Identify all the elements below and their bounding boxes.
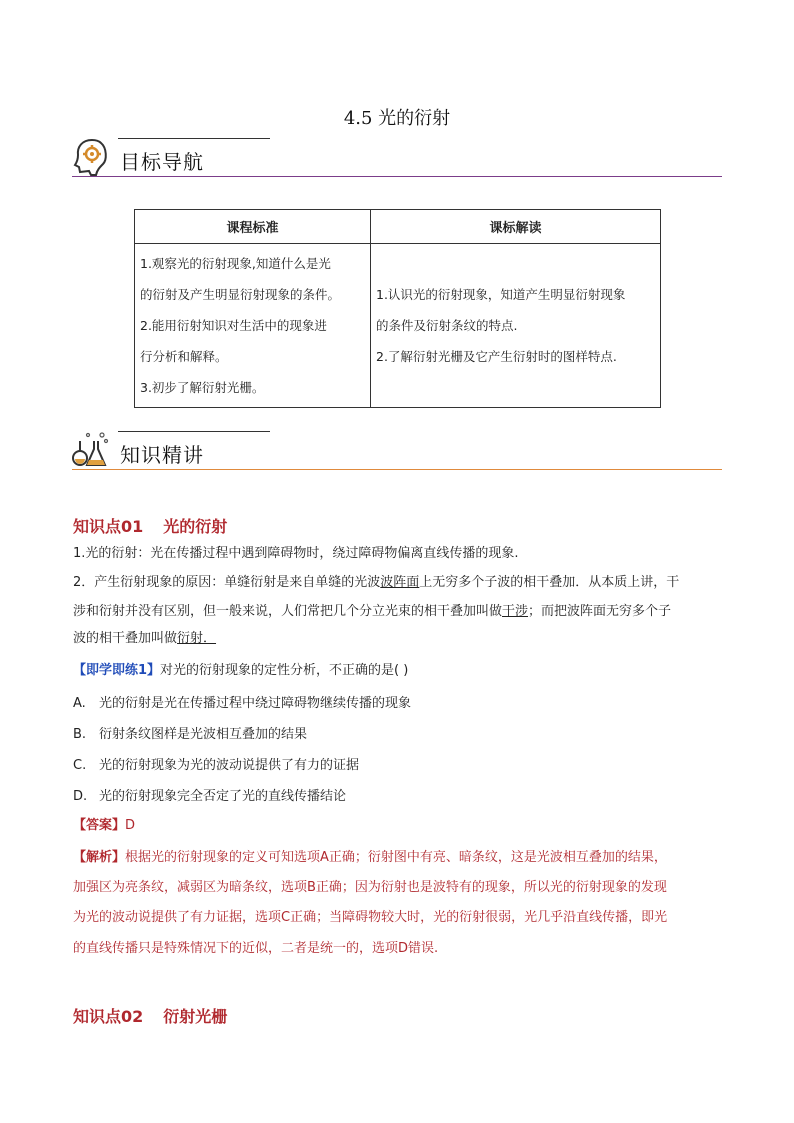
table-cell-interpretation [371, 244, 661, 408]
option-d: D. 光的衍射现象完全否定了光的直线传播结论 [73, 789, 347, 804]
analysis-line1: 【解析】根据光的衍射现象的定义可知选项A正确；衍射图中有亮、暗条纹，这是光波相互叠加的结果， [73, 850, 667, 865]
option-a: A. 光的衍射是光在传播过程中绕过障碍物继续传播的现象 [73, 696, 412, 711]
table-line: 行分析和解释。 [140, 349, 228, 364]
knowledge-point-number: 知识点01 [73, 517, 144, 536]
analysis-label: 【解析】 [73, 850, 126, 865]
table-header-row [135, 210, 661, 244]
paragraph-cause-line1: 2．产生衍射现象的原因：单缝衍射是来自单缝的光波波阵面上无穷多个子波的相干叠加．从本质上讲，干 [73, 575, 680, 590]
answer-label: 【答案】 [73, 818, 126, 833]
table-line: 的条件及衍射条纹的特点. [376, 318, 518, 333]
course-standard-table [134, 209, 661, 408]
paragraph-definition: 1.光的衍射：光在传播过程中遇到障碍物时，绕过障碍物偏离直线传播的现象. [73, 546, 519, 561]
answer-value: D [125, 818, 136, 833]
exercise-question [73, 656, 723, 685]
option-b: B. 衍射条纹图样是光波相互叠加的结果 [73, 727, 308, 742]
knowledge-point-number: 知识点02 [73, 1007, 144, 1026]
knowledge-point-title-01 [73, 514, 227, 537]
section-title: 知识精讲 [120, 443, 204, 467]
paragraph-cause-line2: 涉和衍射并没有区别，但一般来说，人们常把几个分立光束的相干叠加叫做干涉；而把波阵面无穷多个子 [73, 604, 672, 619]
section-divider [72, 176, 722, 177]
table-line: 3.初步了解衍射光栅。 [140, 380, 265, 395]
table-line: 1.观察光的衍射现象,知道什么是光 [140, 256, 331, 271]
exercise-question-text: 对光的衍射现象的定性分析，不正确的是( ) [160, 663, 409, 678]
section-title: 目标导航 [120, 150, 204, 174]
knowledge-point-title-02 [73, 1004, 227, 1027]
table-header-standard: 课程标准 [135, 210, 371, 244]
table-line: 2.了解衍射光栅及它产生衍射时的图样特点. [376, 349, 617, 364]
table-row [135, 244, 661, 408]
paragraph-cause-line3: 波的相干叠加叫做衍射． [73, 631, 217, 646]
table-line: 1.认识光的衍射现象，知道产生明显衍射现象 [376, 287, 626, 302]
head-gear-icon [72, 136, 112, 176]
page-title: 4.5 光的衍射 [343, 108, 451, 129]
lab-flask-icon [72, 429, 112, 469]
exercise-label: 【即学即练1】 [73, 663, 161, 678]
table-line: 2.能用衍射知识对生活中的现象进 [140, 318, 327, 333]
table-line: 的衍射及产生明显衍射现象的条件。 [140, 287, 341, 302]
analysis-line3: 为光的波动说提供了有力证据，选项C正确；当障碍物较大时，光的衍射很弱，光几乎沿直线传播，即光 [73, 910, 668, 925]
analysis-line2: 加强区为亮条纹，减弱区为暗条纹，选项B正确；因为衍射也是波特有的现象，所以光的衍射现象的发现 [73, 880, 667, 895]
section-divider [72, 469, 722, 470]
analysis-line4: 的直线传播只是特殊情况下的近似，二者是统一的，选项D错误. [73, 941, 439, 956]
knowledge-point-name: 衍射光栅 [163, 1007, 228, 1026]
section-top-rule [118, 431, 270, 432]
section-top-rule [118, 138, 270, 139]
table-cell-standard [135, 244, 371, 408]
knowledge-point-name: 光的衍射 [163, 517, 228, 536]
table-header-interpretation: 课标解读 [371, 210, 661, 244]
answer [73, 811, 723, 840]
option-c: C. 光的衍射现象为光的波动说提供了有力的证据 [73, 758, 360, 773]
